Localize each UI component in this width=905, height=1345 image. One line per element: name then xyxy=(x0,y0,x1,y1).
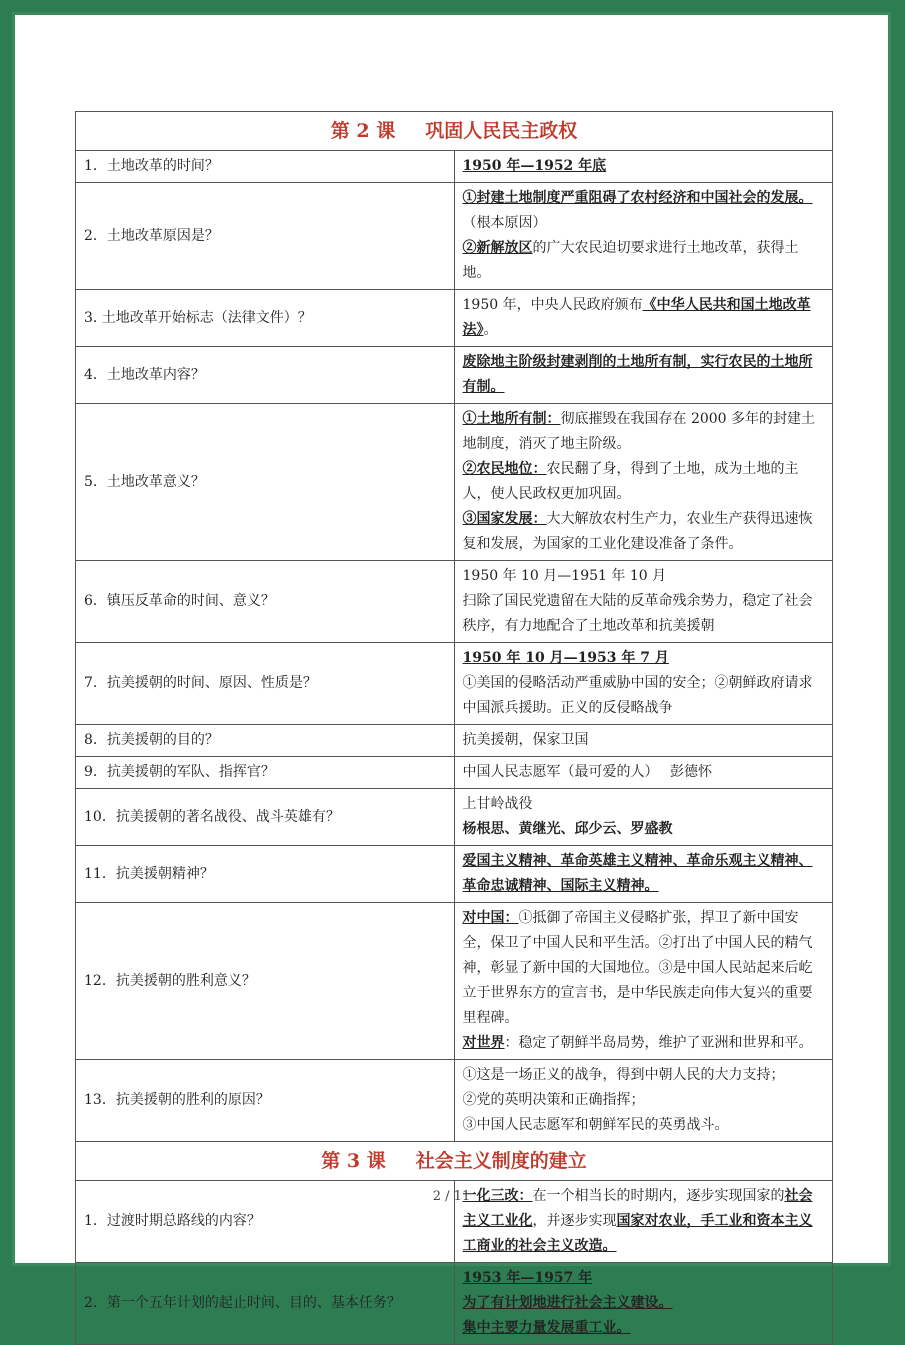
answer-text: 抗美援朝，保家卫国 xyxy=(462,732,589,748)
question-cell: 2．土地改革原因是？ xyxy=(76,183,455,290)
question-cell: 2．第一个五年计划的起止时间、目的、基本任务？ xyxy=(76,1263,455,1345)
question-cell: 10．抗美援朝的著名战役、战斗英雄有？ xyxy=(76,789,455,846)
answer-text: 农民翻了身，得到了土地，成为土地的主人，使人民政权更加巩固。 xyxy=(462,461,799,502)
table-row xyxy=(76,183,833,290)
answer-text: 在一个相当长的时期内，逐步实现国家的 xyxy=(532,1188,785,1204)
lesson-title: 巩固人民民主政权 xyxy=(425,119,578,142)
table-row xyxy=(76,725,833,757)
table-row xyxy=(76,643,833,725)
answer-text: 对世界 xyxy=(462,1035,505,1051)
answer-text: 大大解放农村生产力，农业生产获得迅速恢复和发展，为国家的工业化建设准备了条件。 xyxy=(462,511,813,552)
answer-cell xyxy=(454,725,833,757)
page-number: 2 / 11 xyxy=(432,1189,471,1204)
question-cell: 12．抗美援朝的胜利意义？ xyxy=(76,903,455,1060)
table-row xyxy=(76,347,833,404)
answer-cell xyxy=(454,789,833,846)
answer-text: 集中主要力量发展重工业。 xyxy=(462,1320,631,1336)
answer-text: 1950 年 10 月—1951 年 10 月 xyxy=(462,568,667,584)
answer-text: ②新解放区 xyxy=(462,240,533,256)
answer-cell xyxy=(454,846,833,903)
question-cell: 7．抗美援朝的时间、原因、性质是？ xyxy=(76,643,455,725)
table-row xyxy=(76,290,833,347)
question-cell: 11．抗美援朝精神？ xyxy=(76,846,455,903)
answer-text: 国家对农业，手工业和资本主义工商业的社会主义改造。 xyxy=(462,1213,813,1254)
lesson-2-header xyxy=(76,112,833,151)
answer-cell xyxy=(454,290,833,347)
answer-cell xyxy=(454,151,833,183)
question-cell: 3. 土地改革开始标志（法律文件）？ xyxy=(76,290,455,347)
document-page xyxy=(12,12,891,1336)
lesson-number: 第 3 课 xyxy=(321,1149,386,1172)
table-row xyxy=(76,1263,833,1345)
question-cell: 8．抗美援朝的目的？ xyxy=(76,725,455,757)
answer-text: ，并逐步实现 xyxy=(532,1213,617,1229)
answer-cell xyxy=(454,757,833,789)
table-row xyxy=(76,846,833,903)
answer-text: 彻底摧毁在我国存在 2000 多年的封建土地制度，消灭了地主阶级。 xyxy=(462,411,816,452)
answer-text: 社会主义工业化 xyxy=(462,1188,813,1229)
study-table xyxy=(75,111,833,1345)
answer-cell xyxy=(454,903,833,1060)
answer-cell xyxy=(454,1263,833,1345)
question-cell: 9．抗美援朝的军队、指挥官？ xyxy=(76,757,455,789)
lesson-3-header xyxy=(76,1142,833,1181)
table-row xyxy=(76,151,833,183)
answer-text: ①土地所有制： xyxy=(462,411,561,427)
answer-text: 为了有计划地进行社会主义建设。 xyxy=(462,1295,673,1311)
answer-text: ②党的英明决策和正确指挥； xyxy=(462,1092,645,1108)
answer-cell xyxy=(454,1060,833,1142)
answer-text: 的广大农民迫切要求进行土地改革，获得土地。 xyxy=(462,240,799,281)
answer-text: 一化三改： xyxy=(462,1188,533,1204)
answer-text: 上甘岭战役 xyxy=(462,796,533,812)
answer-text: ：稳定了朝鲜半岛局势，维护了亚洲和世界和平。 xyxy=(504,1035,813,1051)
answer-text: 《中华人民共和国土地改革法》 xyxy=(462,297,811,338)
lesson-number: 第 2 课 xyxy=(330,119,396,142)
answer-text: ①这是一场正义的战争，得到中朝人民的大力支持； xyxy=(462,1067,785,1083)
answer-text: 1950 年 10 月—1953 年 7 月 xyxy=(462,650,669,666)
answer-text: 。 xyxy=(483,322,498,338)
question-cell: 1．土地改革的时间？ xyxy=(76,151,455,183)
answer-text: 爱国主义精神、革命英雄主义精神、革命乐观主义精神、革命忠诚精神、国际主义精神。 xyxy=(462,853,813,894)
answer-cell xyxy=(454,404,833,561)
question-cell: 13．抗美援朝的胜利的原因？ xyxy=(76,1060,455,1142)
answer-text: ③中国人民志愿军和朝鲜军民的英勇战斗。 xyxy=(462,1117,729,1133)
answer-text: （根本原因） xyxy=(462,215,547,231)
table-row xyxy=(76,903,833,1060)
table-row xyxy=(76,561,833,643)
answer-cell xyxy=(454,347,833,404)
question-cell: 5．土地改革意义？ xyxy=(76,404,455,561)
answer-text: 废除地主阶级封建剥削的土地所有制，实行农民的土地所有制。 xyxy=(462,354,813,395)
lesson-title: 社会主义制度的建立 xyxy=(415,1149,587,1172)
answer-text: 1953 年—1957 年 xyxy=(462,1270,593,1286)
table-row xyxy=(76,1060,833,1142)
question-cell: 4．土地改革内容？ xyxy=(76,347,455,404)
answer-text: ③国家发展： xyxy=(462,511,547,527)
answer-cell xyxy=(454,183,833,290)
answer-text: 杨根思、黄继光、邱少云、罗盛教 xyxy=(462,821,673,837)
answer-text: 扫除了国民党遗留在大陆的反革命残余势力，稳定了社会秩序，有力地配合了土地改革和抗美援朝 xyxy=(462,593,813,634)
table-row xyxy=(76,757,833,789)
answer-text: ①抵御了帝国主义侵略扩张，捍卫了新中国安全，保卫了中国人民和平生活。②打出了中国人民的精气神，彰显了新中国的大国地位。③是中国人民站起来后屹立于世界东方的宣言书，是中华民族走向伟大复兴的重要里程碑。 xyxy=(462,910,813,1026)
question-cell: 6．镇压反革命的时间、意义？ xyxy=(76,561,455,643)
table-row xyxy=(76,404,833,561)
answer-cell xyxy=(454,643,833,725)
answer-text: 对中国： xyxy=(462,910,519,926)
question-cell: 1．过渡时期总路线的内容？ xyxy=(76,1181,455,1263)
answer-text: ②农民地位： xyxy=(462,461,547,477)
answer-text: 1950 年，中央人民政府颁布 xyxy=(462,297,643,313)
answer-cell xyxy=(454,561,833,643)
answer-text: ①封建土地制度严重阻碍了农村经济和中国社会的发展。 xyxy=(462,190,813,206)
table-row xyxy=(76,789,833,846)
answer-text: 中国人民志愿军（最可爱的人） 彭德怀 xyxy=(462,764,712,780)
answer-text: 1950 年—1952 年底 xyxy=(462,158,607,174)
answer-text: ①美国的侵略活动严重威胁中国的安全；②朝鲜政府请求中国派兵援助。正义的反侵略战争 xyxy=(462,675,813,716)
